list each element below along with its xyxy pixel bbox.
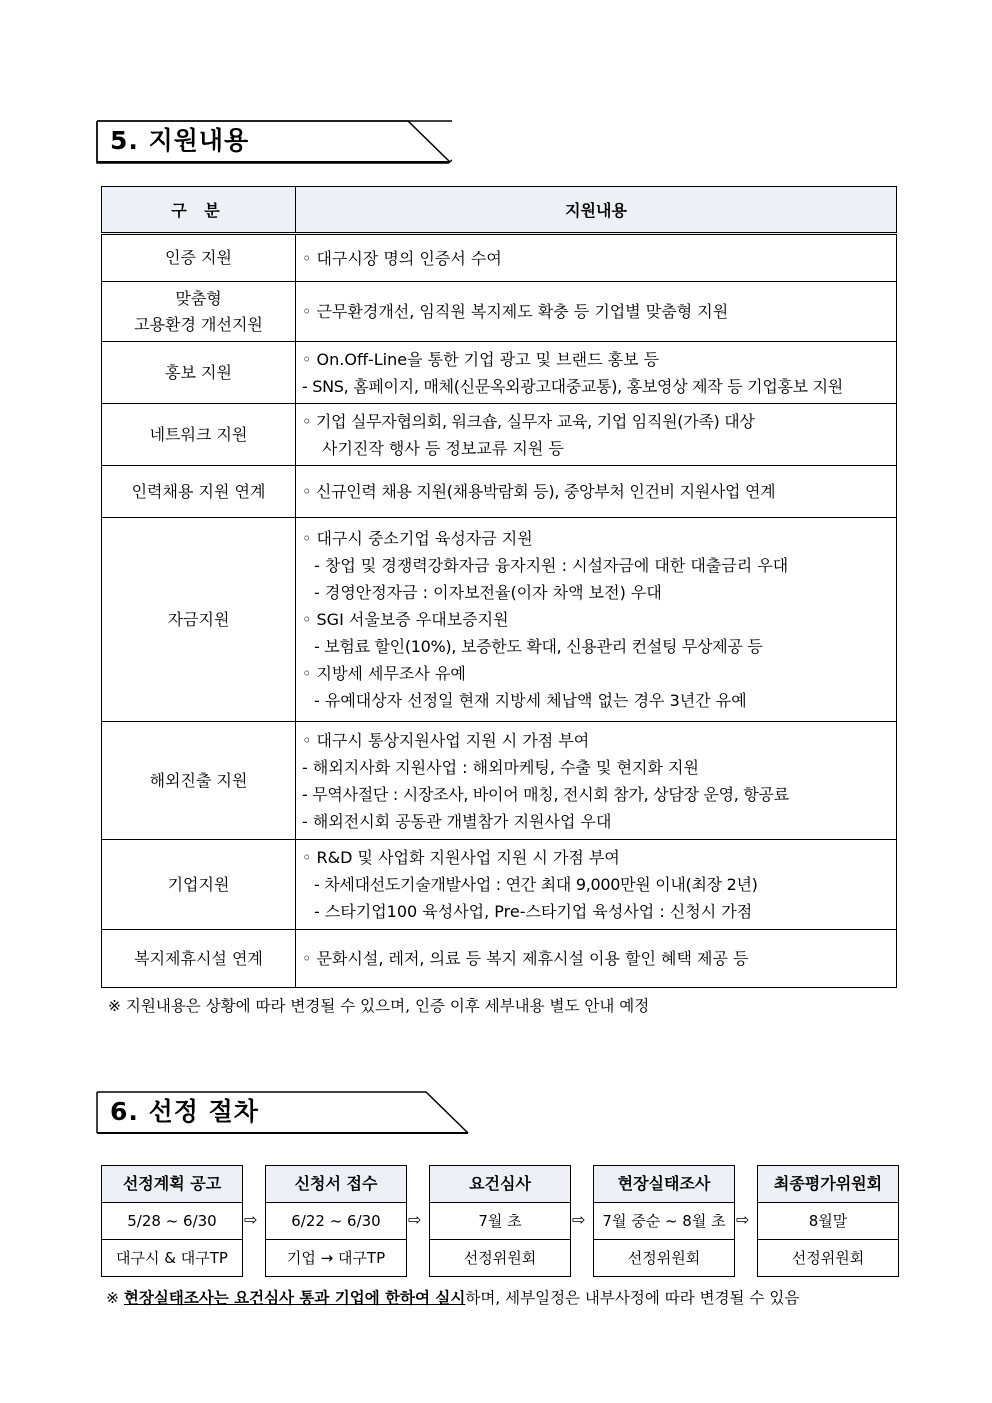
section6-note-rest: 하며, 세부일정은 내부사정에 따라 변경될 수 있음: [465, 1289, 800, 1307]
row-content-line: ◦ 지방세 세무조사 유예: [302, 664, 466, 683]
row-content: [296, 930, 897, 988]
row-category-line: 인증 지원: [165, 248, 232, 267]
row-content-line: - 보험료 할인(10%), 보증한도 확대, 신용관리 컨설팅 무상제공 등: [314, 637, 763, 656]
row-content-line: 사기진작 행사 등 정보교류 지원 등: [322, 438, 564, 458]
flow-step-name: 최종평가위원회: [758, 1166, 898, 1203]
row-content-line: ◦ 근무환경개선, 임직원 복지제도 확충 등 기업별 맞춤형 지원: [302, 302, 729, 321]
row-category: [102, 930, 296, 988]
row-category: [102, 722, 296, 840]
row-content-line: ◦ 대구시 통상지원사업 지원 시 가점 부여: [302, 730, 590, 750]
section5-note: ※ 지원내용은 상황에 따라 변경될 수 있으며, 인증 이후 세부내용 별도 안내 예정: [108, 997, 650, 1015]
flow-step: [265, 1165, 407, 1277]
row-category: [102, 840, 296, 930]
flow-step: [101, 1165, 243, 1277]
section5-title-text: 5. 지원내용: [110, 126, 250, 155]
flow-step-name: 선정계획 공고: [102, 1166, 242, 1203]
table-row: [102, 466, 897, 518]
row-content: [296, 282, 897, 342]
section6-title-text: 6. 선정 절차: [110, 1097, 259, 1126]
support-table-header: [102, 187, 897, 234]
row-content: [296, 722, 897, 840]
flow-step-owner: 대구시 & 대구TP: [116, 1249, 228, 1267]
flow-step-date: 5/28 ~ 6/30: [102, 1203, 242, 1240]
row-content-line: - 창업 및 경쟁력강화자금 융자지원 : 시설자금에 대한 대출금리 우대: [314, 556, 789, 575]
row-content-line: ◦ 기업 실무자협의회, 워크숍, 실무자 교육, 기업 임직원(가족) 대상: [302, 411, 755, 431]
section6-note-prefix: ※: [106, 1289, 124, 1307]
flow-step-owner: 기업 → 대구TP: [286, 1249, 386, 1267]
flow-arrow-icon: ⇨: [572, 1210, 586, 1229]
row-category: [102, 234, 296, 282]
flow-step-name: 현장실태조사: [594, 1166, 734, 1203]
table-row: [102, 722, 897, 840]
row-content-line: ◦ R&D 및 사업화 지원사업 지원 시 가점 부여: [302, 848, 620, 867]
row-content-line: - 스타기업100 육성사업, Pre-스타기업 육성사업 : 신청시 가점: [314, 902, 753, 921]
row-content-line: ◦ On.Off-Line을 통한 기업 광고 및 브랜드 홍보 등: [302, 349, 660, 369]
row-content: [296, 342, 897, 404]
flow-step-name: 요건심사: [430, 1166, 570, 1203]
flow-step-owner: 선정위원회: [627, 1249, 701, 1267]
row-category-line: 네트워크 지원: [149, 424, 248, 444]
row-content-line: ◦ 신규인력 채용 지원(채용박람회 등), 중앙부처 인건비 지원사업 연계: [302, 482, 776, 501]
flow-step-owner: 선정위원회: [791, 1249, 865, 1267]
row-content-line: ◦ SGI 서울보증 우대보증지원: [302, 610, 509, 629]
row-category-line: 기업지원: [167, 874, 230, 894]
row-content-line: - 해외전시회 공동관 개별참가 지원사업 우대: [302, 811, 612, 831]
header-category: 구 분: [102, 187, 296, 234]
row-content: [296, 234, 897, 282]
flow-step-date: 7월 중순 ~ 8월 초: [594, 1203, 734, 1240]
table-row: [102, 234, 897, 282]
row-content-line: ◦ 대구시장 명의 인증서 수여: [302, 248, 502, 268]
flow-step: [593, 1165, 735, 1277]
table-row: [102, 404, 897, 466]
section5-title: [96, 120, 452, 162]
flow-arrow-icon: ⇨: [244, 1210, 258, 1229]
flow-arrow-icon: ⇨: [408, 1210, 422, 1229]
row-category-line: 맞춤형: [175, 288, 222, 308]
section6-title: [96, 1091, 470, 1133]
row-content-line: - 유예대상자 선정일 현재 지방세 체납액 없는 경우 3년간 유예: [314, 691, 747, 710]
row-category: [102, 466, 296, 518]
row-category-line: 복지제휴시설 연계: [134, 948, 263, 968]
row-category-line: 자금지원: [167, 609, 230, 629]
section6-note: [106, 1287, 799, 1309]
row-content-line: - 차세대선도기술개발사업 : 연간 최대 9,000만원 이내(최장 2년): [314, 875, 758, 894]
row-content-line: - 경영안정자금 : 이자보전율(이자 차액 보전) 우대: [314, 583, 662, 602]
table-row: [102, 840, 897, 930]
header-content: 지원내용: [296, 187, 897, 234]
row-category: [102, 342, 296, 404]
row-category: [102, 404, 296, 466]
table-row: [102, 282, 897, 342]
section6-note-emphasis: 현장실태조사는 요건심사 통과 기업에 한하여 실시: [123, 1289, 466, 1307]
flow-step-date: 7월 초: [430, 1203, 570, 1240]
support-table: [101, 186, 897, 988]
flow-step-date: 6/22 ~ 6/30: [266, 1203, 406, 1240]
row-category: [102, 282, 296, 342]
flow-step-name: 신청서 접수: [266, 1166, 406, 1203]
row-content-line: ◦ 문화시설, 레저, 의료 등 복지 제휴시설 이용 할인 혜택 제공 등: [302, 949, 749, 968]
row-category-line: 인력채용 지원 연계: [131, 481, 266, 501]
row-content: [296, 518, 897, 722]
table-row: [102, 518, 897, 722]
row-content-line: - SNS, 홈페이지, 매체(신문옥외광고대중교통), 홍보영상 제작 등 기업홍보 지원: [302, 376, 843, 396]
row-category-line: 홍보 지원: [165, 362, 232, 382]
row-category: [102, 518, 296, 722]
flow-arrow-icon: ⇨: [736, 1210, 750, 1229]
row-content-line: - 무역사절단 : 시장조사, 바이어 매칭, 전시회 참가, 상담장 운영, 항공료: [302, 784, 789, 804]
row-content-line: - 해외지사화 지원사업 : 해외마케팅, 수출 및 현지화 지원: [302, 757, 699, 777]
row-category-line: 고용환경 개선지원: [134, 314, 263, 334]
row-content-line: ◦ 대구시 중소기업 육성자금 지원: [302, 529, 533, 548]
flow-step-date: 8월말: [758, 1203, 898, 1240]
flow-step: [757, 1165, 899, 1277]
row-content: [296, 466, 897, 518]
table-row: [102, 342, 897, 404]
row-content: [296, 840, 897, 930]
flow-step: [429, 1165, 571, 1277]
table-row: [102, 930, 897, 988]
row-content: [296, 404, 897, 466]
flow-step-owner: 선정위원회: [463, 1249, 537, 1267]
row-category-line: 해외진출 지원: [149, 770, 248, 790]
